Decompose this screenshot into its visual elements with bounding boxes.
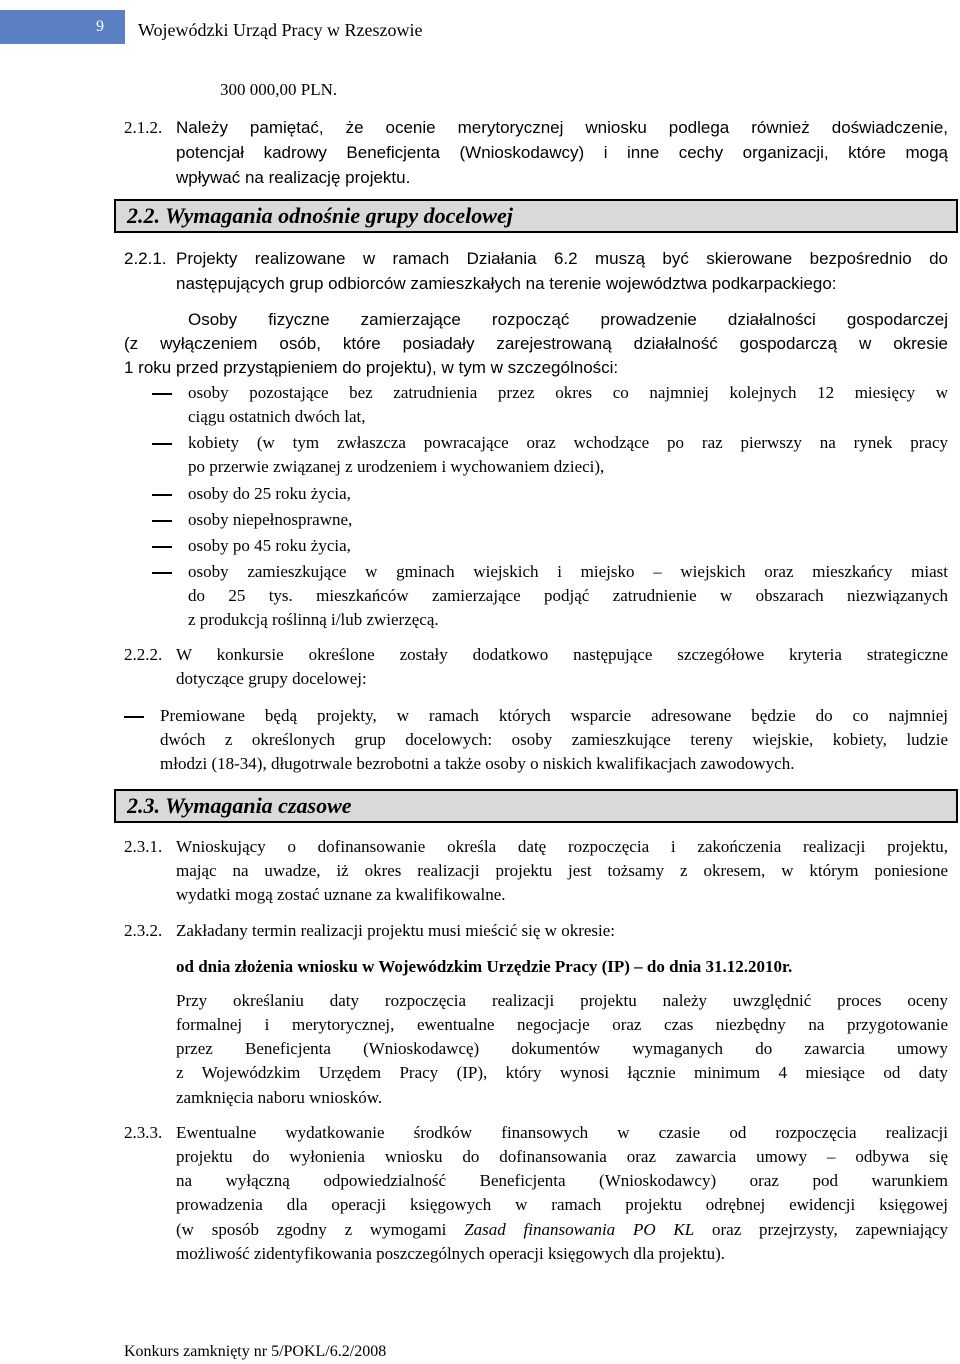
p232-para-line-1: Przy określaniu daty rozpoczęcia realizacji projektu należy uwzględnić proces oceny (176, 991, 948, 1010)
bullet-5-line-1: osoby po 45 roku życia, (188, 536, 351, 555)
p232-para-line-2: formalnej i merytorycznej, ewentualne negocjacje oraz czas niezbędny na przygotowanie (176, 1015, 948, 1034)
p212-line-3: wpływać na realizację projektu. (176, 168, 411, 187)
premia-line-1: Premiowane będą projekty, w ramach których wsparcie adresowane będzie do co najmniej (160, 706, 948, 725)
p212-line-1: Należy pamiętać, że ocenie merytorycznej wniosku podlega również doświadczenie, (176, 118, 948, 137)
p233-line-6: możliwość zidentyfikowania poszczególnych operacji księgowych dla projektu). (176, 1244, 726, 1263)
p221-line-1: Projekty realizowane w ramach Działania 6.2 muszą być skierowane bezpośrednio do (176, 249, 948, 268)
p231-line-2: mając na uwadze, iż okres realizacji projektu jest tożsamy z okresem, w którym poniesione (176, 861, 948, 880)
premia-line-3: młodzi (18-34), długotrwale bezrobotni a także osoby o niskich kwalifikacjach zawodowych. (160, 754, 795, 773)
p233-line-1: Ewentualne wydatkowanie środków finansowych w czasie od rozpoczęcia realizacji (176, 1123, 948, 1142)
bullet-6-line-1: osoby zamieszkujące w gminach wiejskich i miejsko – wiejskich oraz mieszkańcy miast (188, 562, 948, 581)
p212-number: 2.1.2. (124, 118, 163, 137)
p222-line-1: W konkursie określone zostały dodatkowo następujące szczegółowe kryteria strategiczne (176, 645, 948, 664)
bullet-2-line-2: po przerwie związanej z urodzeniem i wychowaniem dzieci), (188, 457, 605, 476)
p222-number: 2.2.2. (124, 645, 163, 664)
p232-para-line-4: z Wojewódzkim Urzędem Pracy (IP), który wynosi łącznie minimum 4 miesiące od daty (176, 1063, 948, 1082)
section-heading-2-2 (114, 199, 958, 233)
p233-line-3: na wyłączną odpowiedzialność Beneficjenta (Wnioskodawcy) oraz pod warunkiem (176, 1171, 948, 1190)
osoby-line-1: Osoby fizyczne zamierzające rozpocząć prowadzenie działalności gospodarczej (188, 310, 948, 329)
p233-line-5-italic: Zasad finansowania PO KL (464, 1220, 695, 1239)
bullet-dash (152, 572, 172, 574)
p221-number: 2.2.1. (124, 249, 167, 268)
osoby-line-2: (z wyłączeniem osób, które posiadały zarejestrowaną działalność gospodarczą w okresie (124, 334, 948, 353)
p231-line-1: Wnioskujący o dofinansowanie określa datę rozpoczęcia i zakończenia realizacji projektu, (176, 837, 948, 856)
p233-line-5-after: oraz przejrzysty, zapewniający (694, 1220, 948, 1239)
footer-text: Konkurs zamknięty nr 5/POKL/6.2/2008 (124, 1343, 387, 1360)
bullet-3-line-1: osoby do 25 roku życia, (188, 484, 351, 503)
p232-line: Zakładany termin realizacji projektu musi mieścić się w okresie: (176, 921, 616, 940)
p232-number: 2.3.2. (124, 921, 163, 940)
p233-number: 2.3.3. (124, 1123, 163, 1142)
bullet-6-line-2: do 25 tys. mieszkańców zamierzające podjąć zatrudnienie w obszarach niezwiązanych (188, 586, 948, 605)
p233-line-5-before: (w sposób zgodny z wymogami (176, 1220, 465, 1239)
header-title: Wojewódzki Urząd Pracy w Rzeszowie (138, 20, 423, 40)
osoby-line-3: 1 roku przed przystąpieniem do projektu), w tym w szczególności: (124, 358, 619, 377)
p232-para-line-3: przez Beneficjenta (Wnioskodawcę) dokumentów wymaganych do zawarcia umowy (176, 1039, 948, 1058)
p231-line-3: wydatki mogą zostać uznane za kwalifikowalne. (176, 885, 506, 904)
bullet-dash (152, 393, 172, 395)
section-heading-2-3 (114, 789, 958, 823)
bullet-dash (152, 443, 172, 445)
bullet-4-line-1: osoby niepełnosprawne, (188, 510, 353, 529)
p233-line-4: prowadzenia dla operacji księgowych w ramach projektu odrębnej ewidencji księgowej (176, 1195, 948, 1214)
bullet-dash (152, 546, 172, 548)
p231-number: 2.3.1. (124, 837, 163, 856)
p222-line-2: dotyczące grupy docelowej: (176, 669, 367, 688)
page-number: 9 (96, 18, 104, 35)
section-title-2-3: 2.3. Wymagania czasowe (127, 793, 352, 818)
p212-line-2: potencjał kadrowy Beneficjenta (Wnioskodawcy) i inne cechy organizacji, które mogą (176, 143, 948, 162)
bullet-6-line-3: z produkcją roślinną i/lub zwierzęcą. (188, 610, 439, 629)
bullet-1-line-2: ciągu ostatnich dwóch lat, (188, 407, 366, 426)
p232-bold-line: od dnia złożenia wniosku w Wojewódzkim Urzędzie Pracy (IP) – do dnia 31.12.2010r. (176, 957, 793, 976)
p232-para-line-5: zamknięcia naboru wniosków. (176, 1088, 383, 1107)
p233-line-5 (176, 1218, 948, 1242)
bullet-dash (124, 716, 144, 718)
section-title-2-2: 2.2. Wymagania odnośnie grupy docelowej (127, 203, 513, 228)
bullet-1-line-1: osoby pozostające bez zatrudnienia przez okres co najmniej kolejnych 12 miesięcy w (188, 383, 948, 402)
p233-line-2: projektu do wyłonienia wniosku do dofinansowania oraz zawarcia umowy – odbywa się (176, 1147, 948, 1166)
premia-line-2: dwóch z określonych grup docelowych: osoby zamieszkujące tereny wiejskie, kobiety, ludzie (160, 730, 948, 749)
bullet-2-line-1: kobiety (w tym zwłaszcza powracające oraz wchodzące po raz pierwszy na rynek pracy (188, 433, 948, 452)
top-amount: 300 000,00 PLN. (220, 80, 338, 99)
p221-line-2: następujących grup odbiorców zamieszkałych na terenie województwa podkarpackiego: (176, 274, 837, 293)
page-number-box (0, 10, 125, 44)
bullet-dash (152, 494, 172, 496)
bullet-dash (152, 520, 172, 522)
